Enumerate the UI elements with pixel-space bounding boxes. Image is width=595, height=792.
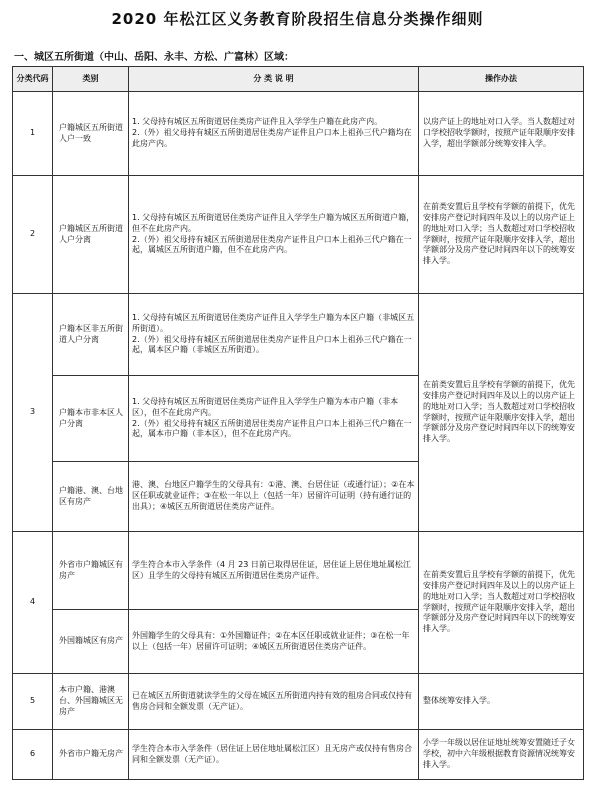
row-operation: 在前类安置后且学校有学额的前提下，优先安排房产登记时间四年及以上的以房产证上的地址对口入学；当人数超过对口学校招收学额时，按照产证年限顺序安排入学，超出学额部分及房产登记时间四年以下的统筹安排入学。	[419, 294, 584, 532]
description-line: 1. 父母持有城区五所街道居住类房产证件且入学学生户籍为本市户籍（非本区），但不在此房产内。	[132, 396, 399, 417]
header-description: 分 类 说 明	[129, 67, 419, 92]
row-description	[129, 674, 419, 730]
row-operation: 在前类安置后且学校有学额的前提下，优先安排房产登记时间四年及以上的以房产证上的地址对口入学；当人数超过对口学校招收学额时，按照产证年限顺序安排入学，超出学额部分及房产登记时间四年以下的统筹安排入学。	[419, 176, 584, 294]
description-line: 已在城区五所街道就读学生的父母在城区五所街道内持有效的租房合同或仅持有售房合同和全额发票（无产证）。	[132, 690, 412, 711]
row-code: 6	[13, 730, 53, 780]
description-line: 2.（外）祖父母持有城区五所街道居住类房产证件且户口本上祖孙三代户籍在一起，属城区五所街道户籍，但不在此房产内。	[132, 234, 412, 255]
row-operation: 在前类安置后且学校有学额的前提下，优先安排房产登记时间四年及以上的以房产证上的地址对口入学；当人数超过对口学校招收学额时，按照产证年限顺序安排入学，超出学额部分及房产登记时间四年以下的统筹安排入学。	[419, 532, 584, 674]
row-category: 户籍港、澳、台地区有房产	[53, 462, 129, 532]
row-category: 本市户籍、港澳台、外国籍城区无房产	[53, 674, 129, 730]
table-row	[13, 674, 584, 730]
row-description	[129, 610, 419, 674]
table-row	[13, 92, 584, 176]
row-operation: 整体统筹安排入学。	[419, 674, 584, 730]
table-row	[13, 176, 584, 294]
row-category: 外省市户籍城区有房产	[53, 532, 129, 610]
row-description	[129, 532, 419, 610]
description-line: 1. 父母持有城区五所街道居住类房产证件且入学学生户籍为城区五所街道户籍，但不在此房产内。	[132, 212, 415, 233]
row-category: 户籍城区五所街道人户分离	[53, 176, 129, 294]
row-code: 5	[13, 674, 53, 730]
classification-table	[12, 66, 584, 780]
header-operation: 操作办法	[419, 67, 584, 92]
table-row	[13, 294, 584, 376]
row-category: 户籍本市非本区人户分离	[53, 376, 129, 462]
table-header-row	[13, 67, 584, 92]
row-description	[129, 176, 419, 294]
row-code: 3	[13, 294, 53, 532]
description-line: 港、澳、台地区户籍学生的父母具有：①港、澳、台居住证（或通行证）；②在本区任职或就业证件；③在松一年以上（包括一年）居留许可证明（持有通行证的出具）；④城区五所街道居住类房产证件。	[132, 480, 415, 511]
table-row	[13, 730, 584, 780]
row-description	[129, 294, 419, 376]
table-row	[13, 532, 584, 610]
section-heading: 一、城区五所街道（中山、岳阳、永丰、方松、广富林）区域：	[14, 52, 294, 63]
row-code: 2	[13, 176, 53, 294]
description-line: 1. 父母持有城区五所街道居住类房产证件且入学学生户籍为本区户籍（非城区五所街道）。	[132, 312, 415, 333]
description-line: 2.（外）祖父母持有城区五所街道居住类房产证件且户口本上祖孙三代户籍在一起，属本区户籍（非城区五所街道）。	[132, 334, 412, 355]
description-line: 1. 父母持有城区五所街道居住类房产证件且入学学生户籍在此房产内。	[132, 117, 383, 127]
row-description	[129, 462, 419, 532]
row-operation: 小学一年级以居住证地址统筹安置随迁子女学校，初中六年级根据教育资源情况统筹安排入学。	[419, 730, 584, 780]
description-line: 学生符合本市入学条件（居住证上居住地址属松江区）且无房产或仅持有售房合同和全额发票（无产证）。	[132, 743, 412, 764]
row-description	[129, 376, 419, 462]
description-line: 外国籍学生的父母具有：①外国籍证件；②在本区任职或就业证件；③在松一年以上（包括一年）居留许可证明；④城区五所街道居住类房产证件。	[132, 630, 410, 651]
row-code: 4	[13, 532, 53, 674]
row-category: 户籍本区非五所街道人户分离	[53, 294, 129, 376]
row-description	[129, 730, 419, 780]
description-line: 2.（外）祖父母持有城区五所街道居住类房产证件且户口本上祖孙三代户籍在一起，属本市户籍（非本区），但不在此房产内。	[132, 418, 412, 439]
header-category: 类别	[53, 67, 129, 92]
header-code: 分类代码	[13, 67, 53, 92]
row-code: 1	[13, 92, 53, 176]
row-category: 外国籍城区有房产	[53, 610, 129, 674]
description-line: 2.（外）祖父母持有城区五所街道居住类房产证件且户口本上祖孙三代户籍均在此房产内。	[132, 128, 412, 148]
row-category: 外省市户籍无房产	[53, 730, 129, 780]
description-line: 学生符合本市入学条件（4 月 23 日前已取得居住证，居住证上居住地址属松江区）且学生的父母持有城区五所街道居住类房产证件。	[132, 559, 411, 580]
row-description	[129, 92, 419, 176]
row-operation: 以房产证上的地址对口入学。当人数超过对口学校招收学额时，按照产证年限顺序安排入学，超出学额部分统筹安排入学。	[419, 92, 584, 176]
page-title: 2020 年松江区义务教育阶段招生信息分类操作细则	[111, 10, 484, 28]
row-category: 户籍城区五所街道人户一致	[53, 92, 129, 176]
